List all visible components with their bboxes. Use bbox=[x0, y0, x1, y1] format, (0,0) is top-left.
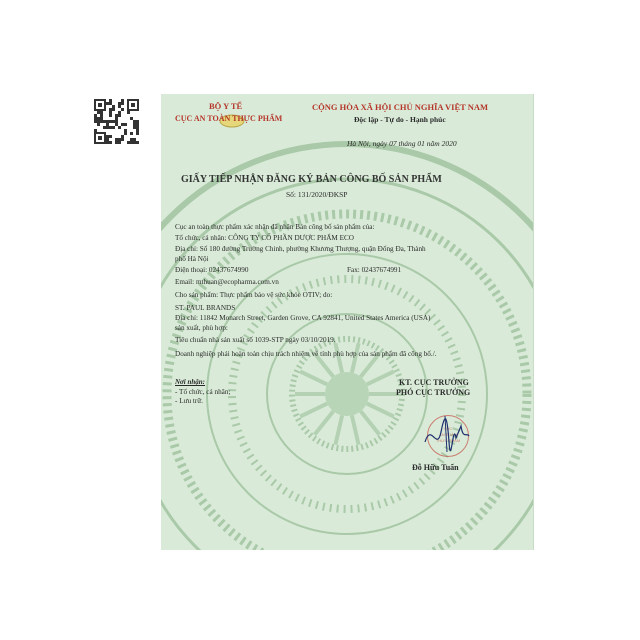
product-line: Cho sản phẩm: Thực phẩm bảo vệ sức khỏe OTIV; do: bbox=[175, 291, 333, 299]
standard-line: Tiêu chuẩn nhà sản xuất số 1039-STP ngày 03/10/2019. bbox=[175, 336, 336, 344]
organization-line: Tổ chức, cá nhân: CÔNG TY CỔ PHẦN DƯỢC PHẨM ECO bbox=[175, 234, 354, 242]
document-title: GIẤY TIẾP NHẬN ĐĂNG KÝ BẢN CÔNG BỐ SẢN PHẨM bbox=[181, 174, 442, 185]
signatory-name: Đỗ Hữu Tuấn bbox=[412, 463, 459, 472]
qr-code bbox=[94, 99, 139, 144]
signatory-subtitle: PHÓ CỤC TRƯỞNG bbox=[396, 388, 471, 397]
phone-line: Điện thoại: 02437674990 bbox=[175, 266, 249, 274]
recipient-1: - Tổ chức, cá nhân; bbox=[175, 388, 231, 396]
document-number: Số: 131/2020/ĐKSP bbox=[286, 190, 348, 199]
date-line: Hà Nội, ngày 07 tháng 01 năm 2020 bbox=[347, 139, 457, 148]
republic-name: CỘNG HÒA XÃ HỘI CHỦ NGHĨA VIỆT NAM bbox=[312, 102, 489, 112]
maker-line: ST. PAUL BRANDS bbox=[175, 304, 236, 312]
responsibility-line: Doanh nghiệp phải hoàn toàn chịu trách nhiệm về tính phù hợp của sản phẩm đã công bố./. bbox=[175, 350, 437, 358]
maker-address-1: Địa chỉ: 11842 Monarch Street, Garden Grove, CA 92841, United States America (USA) bbox=[175, 314, 431, 322]
certificate-document bbox=[161, 94, 534, 550]
bronze-drum-watermark bbox=[161, 94, 533, 550]
recipients-heading: Nơi nhận: bbox=[175, 378, 206, 386]
recipient-2: - Lưu trữ. bbox=[175, 397, 203, 405]
official-stamp: CỤC AN TOÀN THỰC PHẨM bbox=[427, 415, 469, 457]
national-motto: Độc lập - Tự do - Hạnh phúc bbox=[354, 115, 446, 124]
address-line-1: Địa chỉ: Số 180 đường Trường Chinh, phường Khương Thượng, quận Đống Đa, Thành bbox=[175, 245, 426, 253]
intro-line: Cục an toàn thực phẩm xác nhận đã nhận Bản công bố sản phẩm của: bbox=[175, 223, 375, 231]
email-line: Email: mthuan@ecopharma.com.vn bbox=[175, 278, 279, 286]
fax-line: Fax: 02437674991 bbox=[347, 266, 402, 274]
agency-name: CỤC AN TOÀN THỰC PHẨM bbox=[175, 114, 283, 123]
address-line-2: phố Hà Nội bbox=[175, 255, 209, 263]
ministry-name: BỘ Y TẾ bbox=[209, 101, 243, 111]
signatory-title: KT. CỤC TRƯỞNG bbox=[399, 378, 469, 387]
handwritten-signature bbox=[423, 412, 471, 454]
maker-address-2: sản xuất, phù hợp: bbox=[175, 324, 228, 332]
